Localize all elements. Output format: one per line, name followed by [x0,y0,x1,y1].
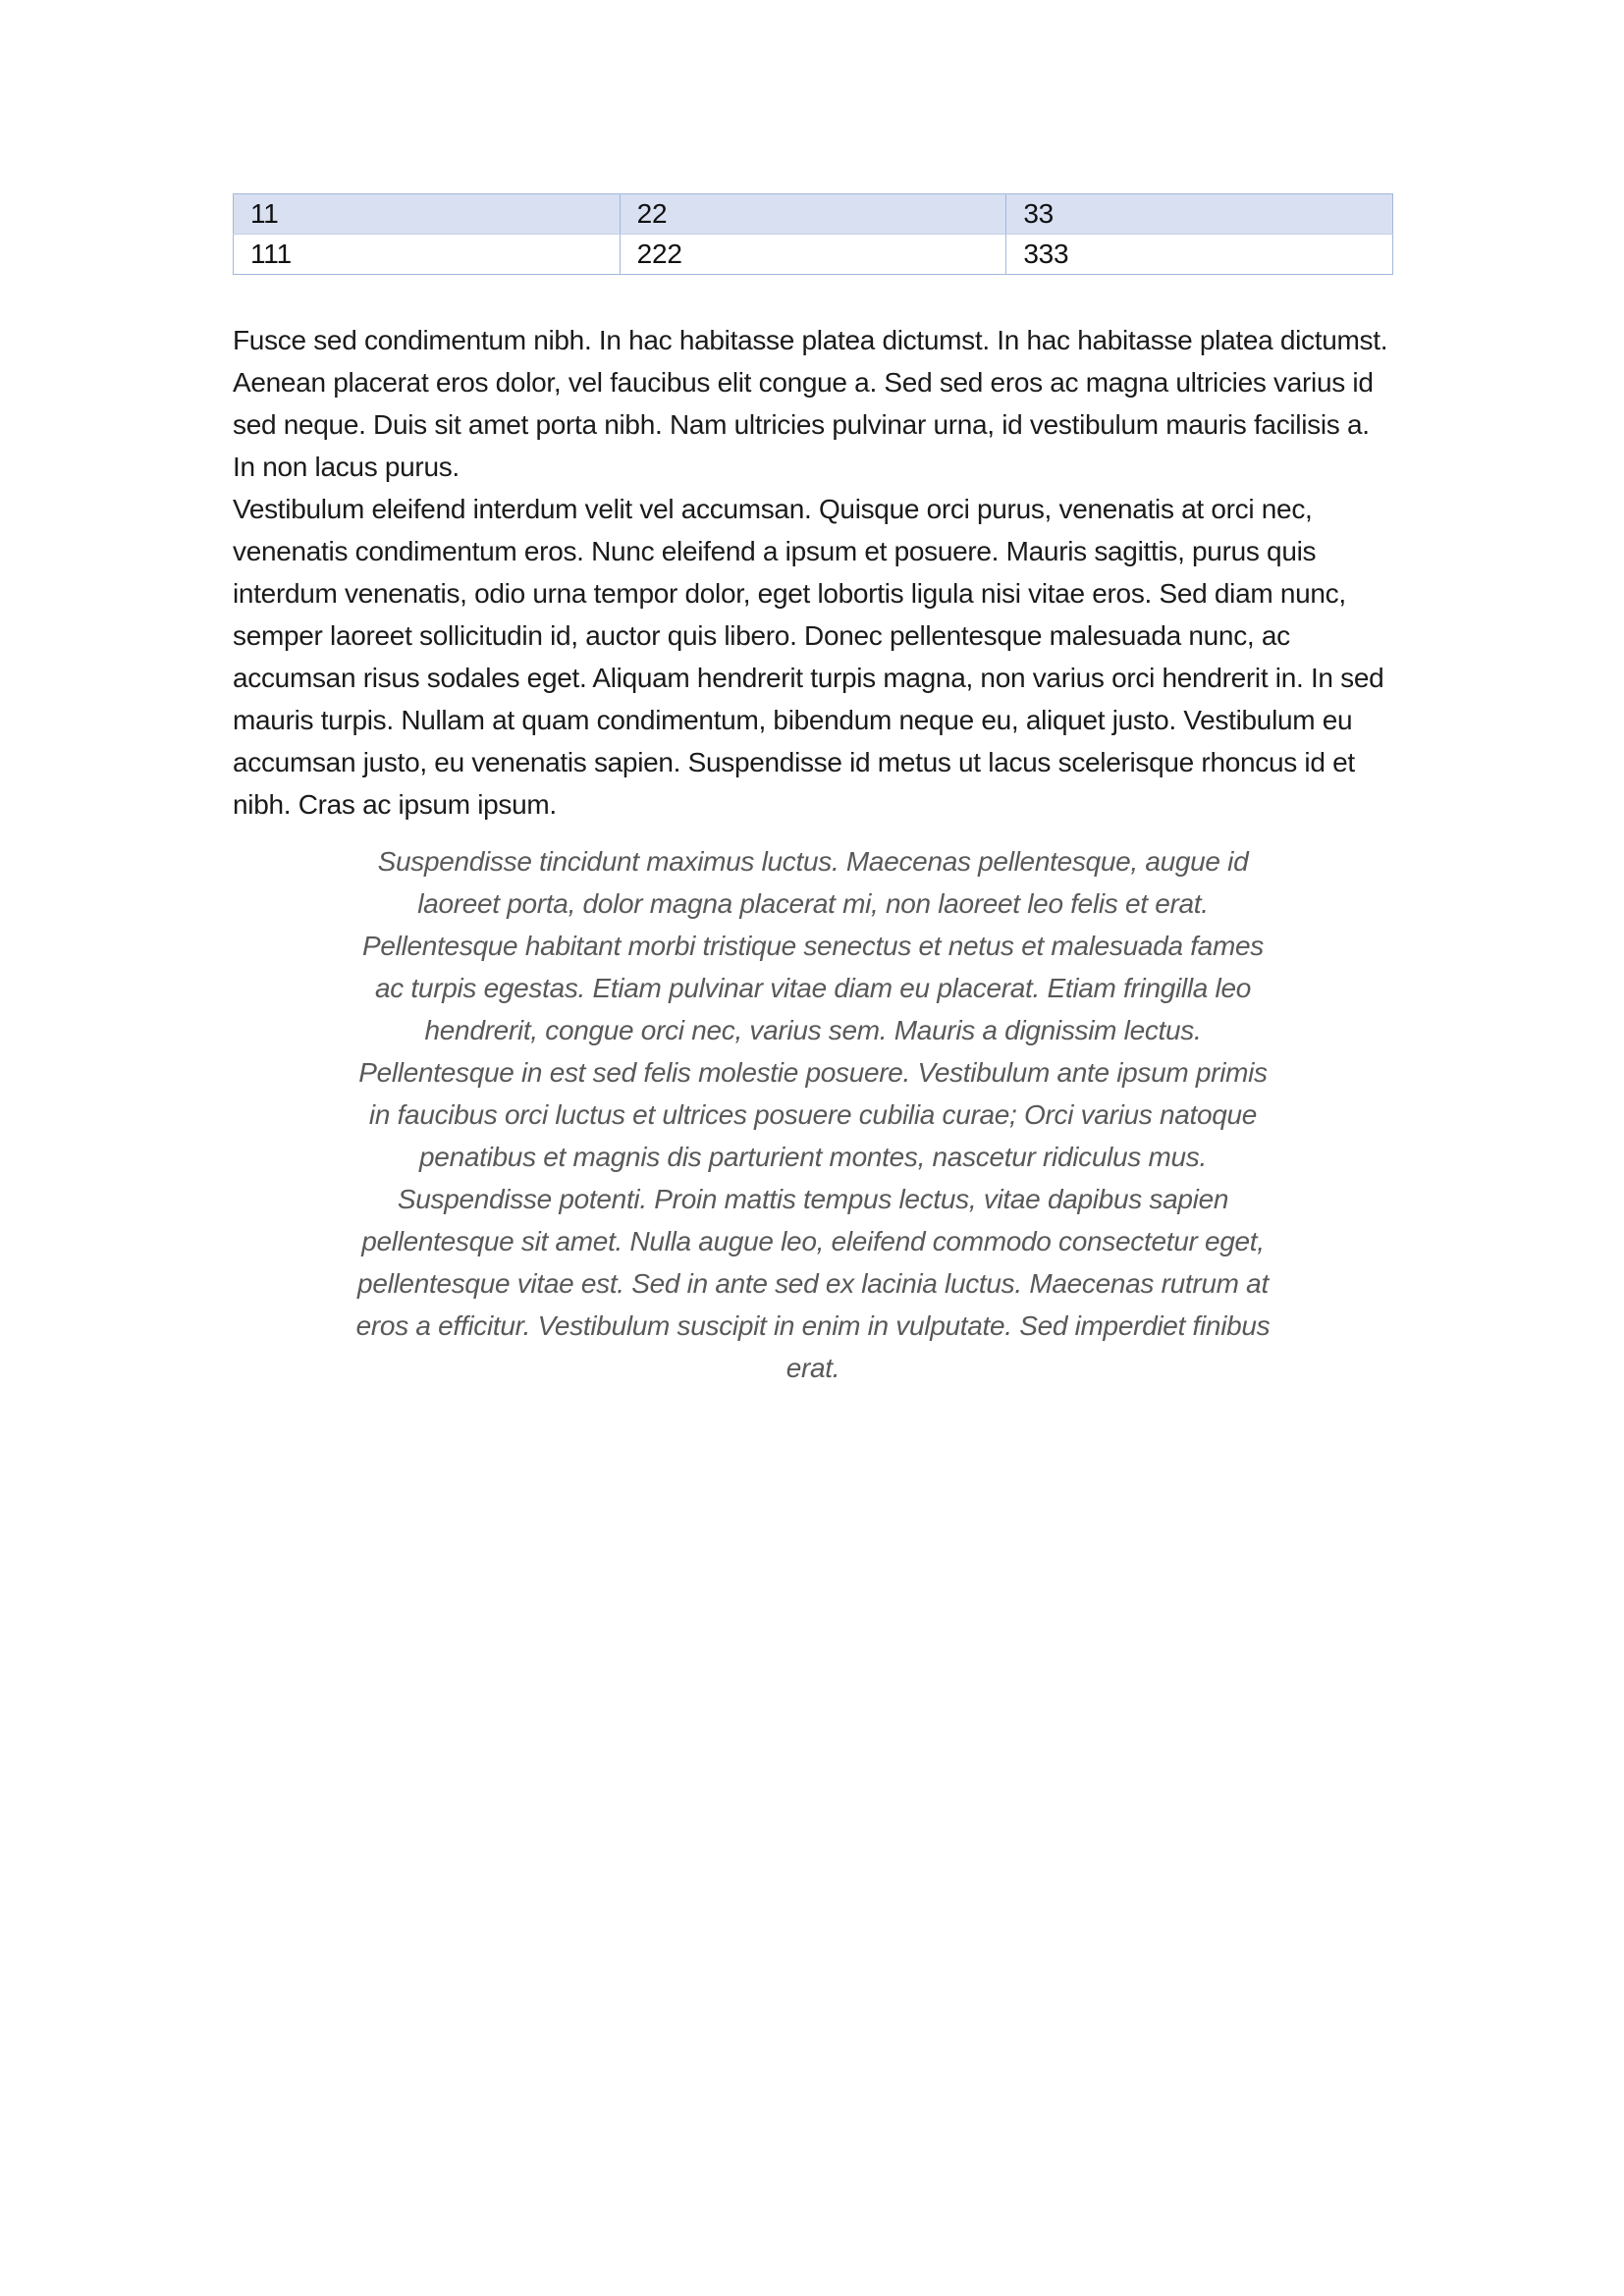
quote-paragraph: Suspendisse tincidunt maximus luctus. Maecenas pellentesque, augue id laoreet porta, dolor magna placerat mi, non laoreet leo felis et erat. Pellentesque habitant morbi tristique senectus et netus et malesuada fames ac turpis egestas. Etiam pulvinar vitae diam eu placerat. Etiam fringilla leo hendrerit, congue orci nec, varius sem. Mauris a dignissim lectus. Pellentesque in est sed felis molestie posuere. Vestibulum ante ipsum primis in faucibus orci luctus et ultrices posuere cubilia curae; Orci varius natoque penatibus et magnis dis parturient montes, nascetur ridiculus mus. Suspendisse potenti. Proin mattis tempus lectus, vitae dapibus sapien pellentesque sit amet. Nulla augue leo, eleifend commodo consectetur eget, pellentesque vitae est. Sed in ante sed ex lacinia luctus. Maecenas rutrum at eros a efficitur. Vestibulum suscipit in enim in vulputate. Sed imperdiet finibus erat. [355,846,1271,1383]
table-cell: 33 [1006,194,1393,235]
table-cell: 11 [234,194,621,235]
table-cell: 22 [620,194,1006,235]
data-table [233,193,1393,275]
table-header-row [234,194,1393,235]
table-cell: 111 [234,235,621,275]
table-row [234,235,1393,275]
table-cell: 333 [1006,235,1393,275]
paragraph-1: Fusce sed condimentum nibh. In hac habitasse platea dictumst. In hac habitasse platea dictumst. Aenean placerat eros dolor, vel faucibus elit congue a. Sed sed eros ac magna ultricies varius id sed neque. Duis sit amet porta nibh. Nam ultricies pulvinar urna, id vestibulum mauris facilisis a. In non lacus purus. [233,325,1388,482]
paragraph-2: Vestibulum eleifend interdum velit vel accumsan. Quisque orci purus, venenatis at orci nec, venenatis condimentum eros. Nunc eleifend a ipsum et posuere. Mauris sagittis, purus quis interdum venenatis, odio urna tempor dolor, eget lobortis ligula nisi vitae eros. Sed diam nunc, semper laoreet sollicitudin id, auctor quis libero. Donec pellentesque malesuada nunc, ac accumsan risus sodales eget. Aliquam hendrerit turpis magna, non varius orci hendrerit in. In sed mauris turpis. Nullam at quam condimentum, bibendum neque eu, aliquet justo. Vestibulum eu accumsan justo, eu venenatis sapien. Suspendisse id metus ut lacus scelerisque rhoncus id et nibh. Cras ac ipsum ipsum. [233,494,1384,820]
table-cell: 222 [620,235,1006,275]
